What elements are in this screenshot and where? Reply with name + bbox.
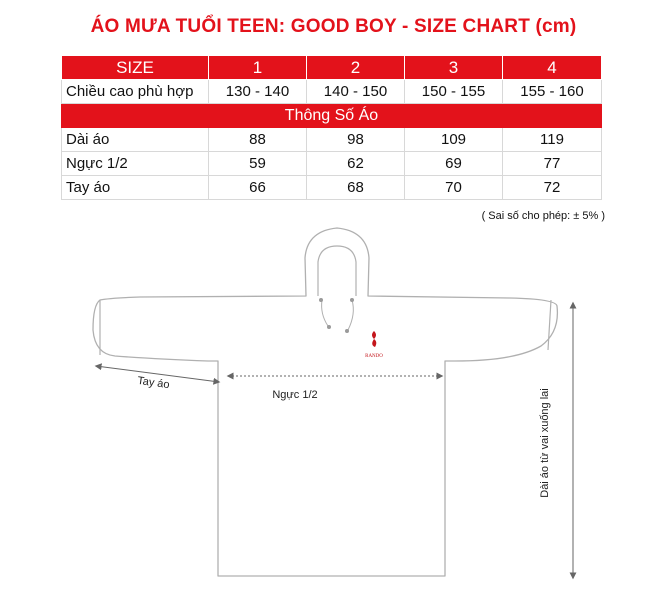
size-header-cell: 1	[209, 56, 307, 80]
hood-opening	[318, 246, 356, 296]
raincoat-outline	[93, 228, 557, 576]
length-label: Dài áo từ vai xuống lai	[539, 388, 551, 498]
row-label: Dài áo	[62, 128, 209, 152]
row-label: Ngực 1/2	[62, 152, 209, 176]
brand-logo	[365, 331, 383, 359]
size-header-cell: 4	[503, 56, 602, 80]
table-cell: 119	[503, 128, 602, 152]
size-header-cell: 3	[405, 56, 503, 80]
table-cell: 98	[307, 128, 405, 152]
logo-text: RANDO	[365, 354, 383, 359]
height-cell: 150 - 155	[405, 80, 503, 104]
size-header-cell: 2	[307, 56, 405, 80]
table-cell: 68	[307, 176, 405, 200]
table-cell: 72	[503, 176, 602, 200]
table-cell: 59	[209, 152, 307, 176]
table-cell: 62	[307, 152, 405, 176]
tolerance-note: ( Sai số cho phép: ± 5% )	[481, 210, 605, 222]
table-cell: 77	[503, 152, 602, 176]
table-cell: 70	[405, 176, 503, 200]
chest-label: Ngực 1/2	[272, 389, 318, 401]
sleeve-label: Tay áo	[136, 374, 171, 392]
height-cell: 155 - 160	[503, 80, 602, 104]
table-cell: 66	[209, 176, 307, 200]
size-header-label: SIZE	[62, 56, 209, 80]
table-cell: 88	[209, 128, 307, 152]
height-cell: 140 - 150	[307, 80, 405, 104]
height-cell: 130 - 140	[209, 80, 307, 104]
table-cell: 109	[405, 128, 503, 152]
table-cell: 69	[405, 152, 503, 176]
page-title: ÁO MƯA TUỔI TEEN: GOOD BOY - SIZE CHART (cm)	[90, 16, 577, 37]
height-label: Chiều cao phù hợp	[62, 80, 209, 104]
section-header: Thông Số Áo	[62, 104, 602, 128]
row-label: Tay áo	[62, 176, 209, 200]
